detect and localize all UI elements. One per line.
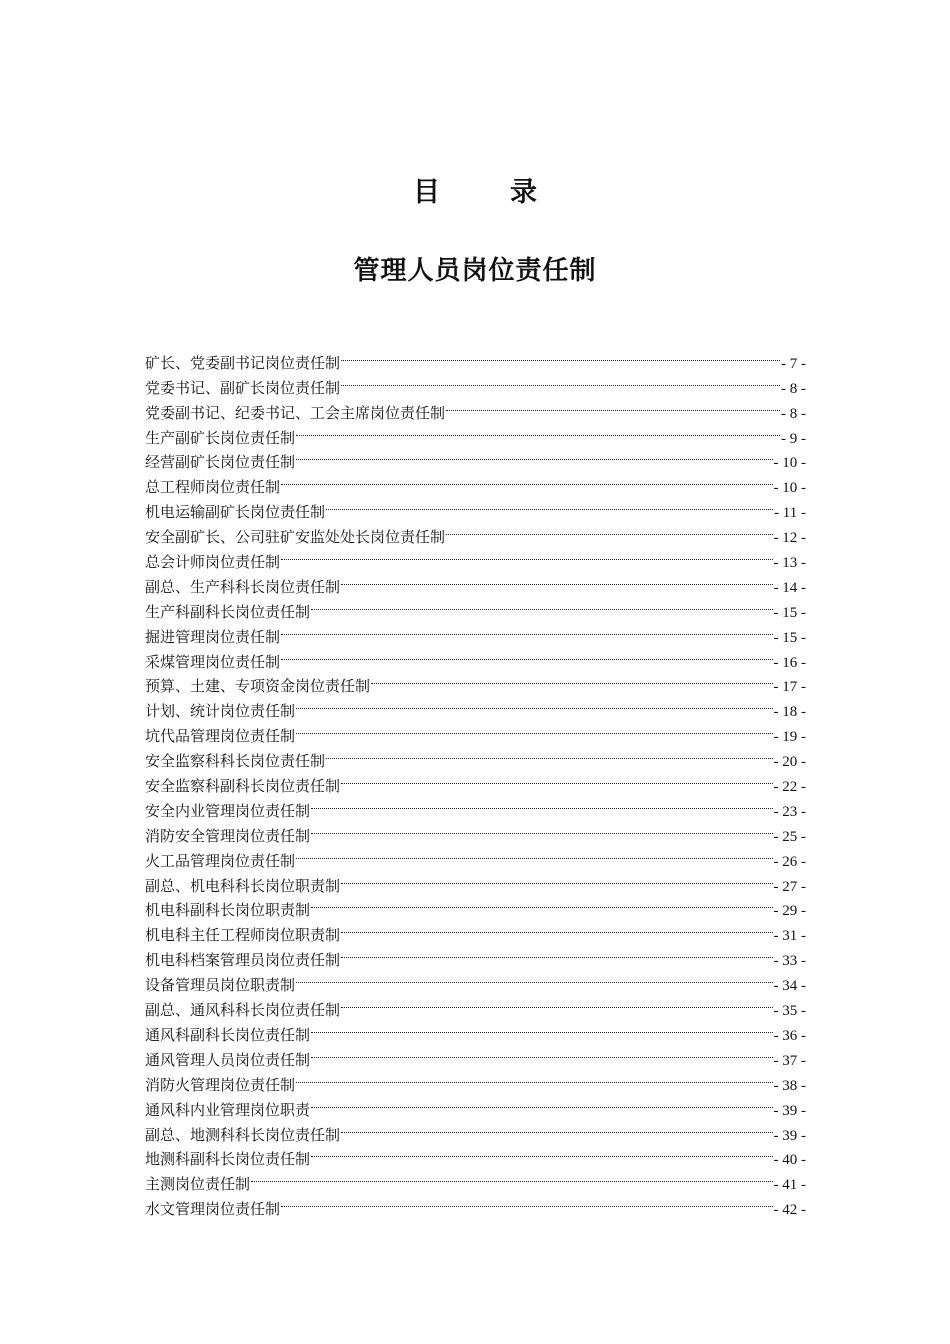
toc-dot-leader [341,915,772,940]
toc-entry-title: 副总、生产科科长岗位责任制 [145,577,341,596]
toc-dot-leader [296,716,772,741]
toc-list [145,343,806,1219]
toc-dot-leader [311,891,772,916]
toc-entry-title: 副总、机电科科长岗位职责制 [145,876,341,895]
toc-heading-char-1: 目 [413,177,440,208]
toc-dot-leader [296,691,772,716]
toc-entry-title: 机电运输副矿长岗位责任制 [145,503,326,522]
toc-heading [0,170,950,209]
toc-entry-page: - 9 - [781,430,806,447]
toc-entry-title: 通风科内业管理岗位职责 [145,1100,311,1119]
toc-entry-page: - 14 - [773,579,806,596]
toc-entry-page: - 11 - [774,505,806,522]
toc-entry-page: - 18 - [773,704,806,721]
toc-entry-title: 生产科副科长岗位责任制 [145,602,311,621]
toc-entry-title: 总会计师岗位责任制 [145,553,281,572]
section-title: 管理人员岗位责任制 [353,256,597,286]
toc-entry-title: 机电科档案管理员岗位责任制 [145,951,341,970]
toc-entry-page: - 37 - [773,1052,806,1069]
toc-dot-leader [296,418,780,443]
toc-entry-title: 党委书记、副矿长岗位责任制 [145,378,341,397]
toc-dot-leader [281,1189,772,1214]
toc-dot-leader [341,766,772,791]
toc-entry-page: - 29 - [773,903,806,920]
toc-entry-title: 水文管理岗位责任制 [145,1200,281,1219]
toc-entry-page: - 23 - [773,803,806,820]
toc-entry-title: 生产副矿长岗位责任制 [145,428,296,447]
toc-entry-title: 副总、地测科科长岗位责任制 [145,1125,341,1144]
toc-entry-page: - 26 - [773,853,806,870]
toc-entry-title: 经营副矿长岗位责任制 [145,453,296,472]
toc-entry-title: 地测科副科长岗位责任制 [145,1150,311,1169]
toc-dot-leader [311,1040,772,1065]
toc-dot-leader [281,642,772,667]
toc-entry-title: 通风科副科长岗位责任制 [145,1025,311,1044]
toc-entry-title: 副总、通风科科长岗位责任制 [145,1001,341,1020]
toc-entry-page: - 27 - [773,878,806,895]
toc-entry-page: - 31 - [773,928,806,945]
toc-entry-page: - 20 - [773,754,806,771]
toc-entry-page: - 25 - [773,828,806,845]
toc-entry-page: - 10 - [773,455,806,472]
toc-entry-title: 采煤管理岗位责任制 [145,652,281,671]
toc-entry-page: - 33 - [773,953,806,970]
toc-entry-title: 机电科副科长岗位职责制 [145,901,311,920]
toc-dot-leader [446,393,780,418]
toc-entry-page: - 15 - [773,629,806,646]
toc-entry-page: - 13 - [773,555,806,572]
toc-entry-title: 火工品管理岗位责任制 [145,851,296,870]
toc-entry-page: - 36 - [773,1027,806,1044]
toc-entry-page: - 39 - [773,1127,806,1144]
toc-dot-leader [296,965,772,990]
toc-dot-leader [281,467,772,492]
toc-dot-leader [296,1065,772,1090]
toc-dot-leader [326,741,772,766]
toc-entry-page: - 38 - [773,1077,806,1094]
toc-dot-leader [311,816,772,841]
toc-dot-leader [311,1015,772,1040]
toc-entry-title: 党委副书记、纪委书记、工会主席岗位责任制 [145,403,446,422]
toc-entry-title: 坑代品管理岗位责任制 [145,727,296,746]
toc-entry-page: - 10 - [773,480,806,497]
toc-dot-leader [341,368,780,393]
toc-entry-title: 安全内业管理岗位责任制 [145,801,311,820]
toc-dot-leader [341,866,772,891]
toc-dot-leader [311,1090,772,1115]
toc-dot-leader [371,667,772,692]
toc-dot-leader [341,343,780,368]
toc-entry-title: 计划、统计岗位责任制 [145,702,296,721]
toc-dot-leader [341,990,772,1015]
toc-entry-page: - 22 - [773,779,806,796]
toc-entry-page: - 42 - [773,1202,806,1219]
toc-entry-title: 总工程师岗位责任制 [145,478,281,497]
toc-entry-title: 预算、土建、专项资金岗位责任制 [145,677,371,696]
toc-entry-title: 矿长、党委副书记岗位责任制 [145,353,341,372]
toc-entry-title: 设备管理员岗位职责制 [145,976,296,995]
toc-entry-page: - 7 - [781,355,806,372]
toc-entry[interactable] [145,343,806,372]
toc-entry-page: - 19 - [773,729,806,746]
toc-dot-leader [281,617,772,642]
toc-entry-page: - 12 - [773,530,806,547]
toc-entry-page: - 15 - [773,604,806,621]
toc-dot-leader [446,517,772,542]
toc-dot-leader [296,841,772,866]
toc-dot-leader [296,443,772,468]
toc-heading-char-2: 录 [510,177,537,208]
toc-entry-page: - 16 - [773,654,806,671]
toc-dot-leader [311,791,772,816]
toc-dot-leader [341,940,772,965]
toc-entry-title: 主测岗位责任制 [145,1175,251,1194]
toc-entry-title: 安全监察科副科长岗位责任制 [145,777,341,796]
toc-dot-leader [341,567,772,592]
toc-entry-title: 消防火管理岗位责任制 [145,1075,296,1094]
toc-entry-page: - 8 - [781,380,806,397]
toc-dot-leader [281,542,772,567]
toc-dot-leader [311,1140,772,1165]
toc-dot-leader [311,592,772,617]
toc-entry-page: - 34 - [773,978,806,995]
toc-entry-title: 消防安全管理岗位责任制 [145,826,311,845]
toc-entry-title: 安全监察科科长岗位责任制 [145,752,326,771]
toc-entry-page: - 41 - [773,1177,806,1194]
toc-dot-leader [341,1115,772,1140]
toc-entry-title: 机电科主任工程师岗位职责制 [145,926,341,945]
toc-dot-leader [251,1164,772,1189]
toc-entry-title: 安全副矿长、公司驻矿安监处处长岗位责任制 [145,528,446,547]
toc-entry-page: - 35 - [773,1003,806,1020]
toc-entry-page: - 8 - [781,405,806,422]
toc-entry-title: 掘进管理岗位责任制 [145,627,281,646]
toc-entry-page: - 17 - [773,679,806,696]
toc-entry-page: - 39 - [773,1102,806,1119]
toc-entry-page: - 40 - [773,1152,806,1169]
toc-dot-leader [326,492,773,517]
toc-entry-title: 通风管理人员岗位责任制 [145,1050,311,1069]
